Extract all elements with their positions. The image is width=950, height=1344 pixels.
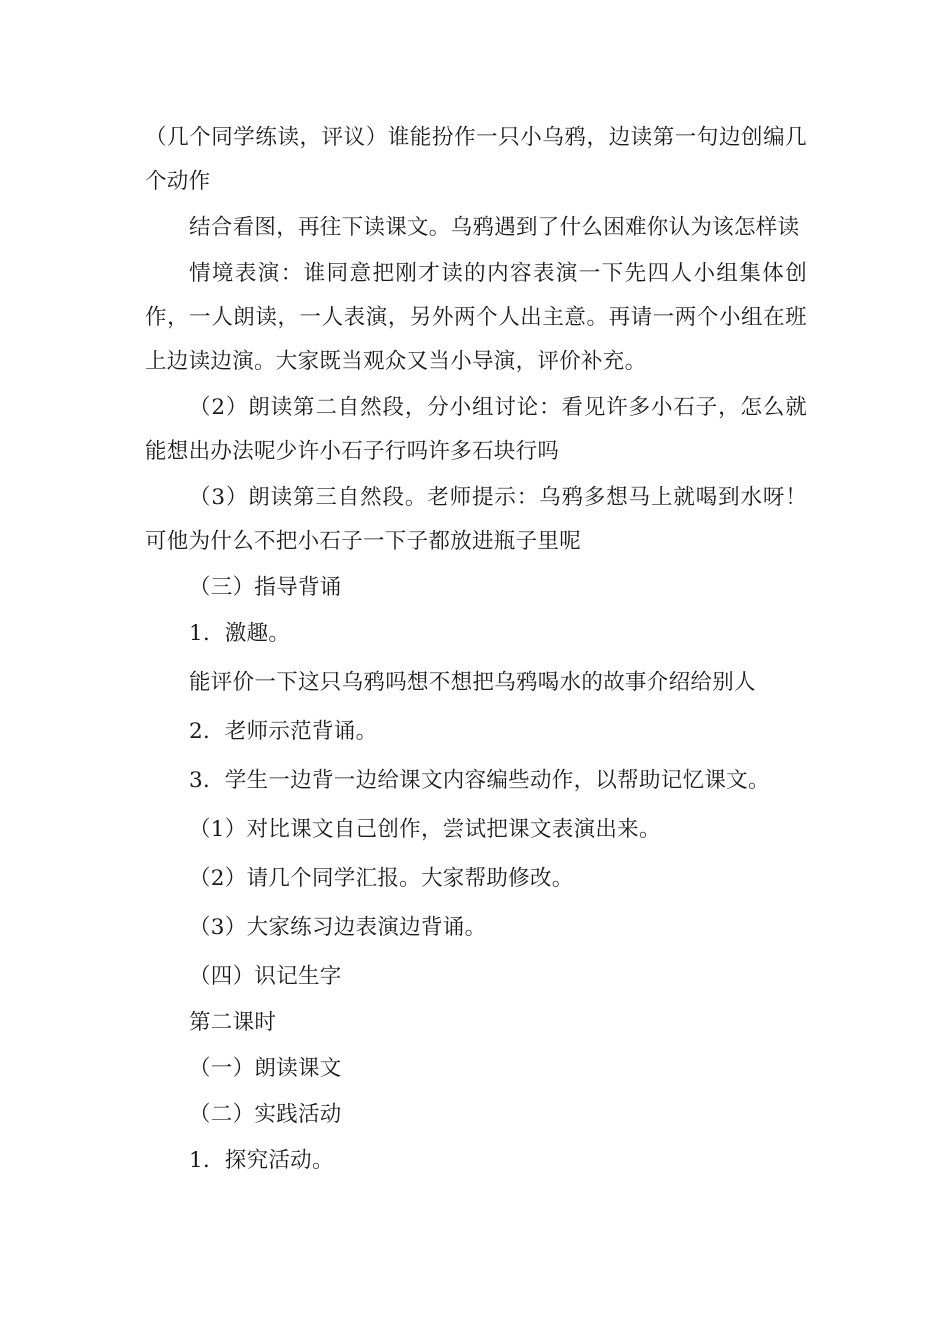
paragraph-rehearsal: （几个同学练读，评议）谁能扮作一只小乌鸦，边读第一句边创编几个动作 bbox=[145, 125, 807, 194]
sub-item-1: （1）对比课文自己创作，尝试把课文表演出来。 bbox=[189, 817, 661, 842]
list-item-1: 1．激趣。 bbox=[189, 621, 291, 646]
list-item-2: 2．老师示范背诵。 bbox=[189, 719, 378, 744]
paragraph-look-at-picture: 结合看图，再往下读课文。乌鸦遇到了什么困难你认为该怎样读 bbox=[189, 215, 800, 240]
paragraph-step-3: （3）朗读第三自然段。老师提示：乌鸦多想马上就喝到水呀！可他为什么不把小石子一下子都放进瓶子里呢 bbox=[145, 485, 807, 554]
sub-item-2: （2）请几个同学汇报。大家帮助修改。 bbox=[189, 866, 574, 891]
sub-item-3: （3）大家练习边表演边背诵。 bbox=[189, 915, 487, 940]
list-item-explore: 1．探究活动。 bbox=[189, 1148, 334, 1173]
heading-read-text: （一）朗读课文 bbox=[189, 1056, 342, 1081]
paragraph-role-play: 情境表演：谁同意把刚才读的内容表演一下先四人小组集体创作，一人朗读，一人表演，另外两个人出主意。再请一两个小组在班上边读边演。大家既当观众又当小导演，评价补充。 bbox=[145, 261, 807, 374]
paragraph-step-2: （2）朗读第二自然段，分小组讨论：看见许多小石子，怎么就能想出办法呢少许小石子行吗许多石块行吗 bbox=[145, 395, 807, 464]
heading-characters: （四）识记生字 bbox=[189, 964, 342, 989]
heading-practice: （二）实践活动 bbox=[189, 1102, 342, 1127]
heading-guided-recitation: （三）指导背诵 bbox=[189, 575, 342, 600]
document-body bbox=[145, 116, 807, 1183]
list-item-3: 3．学生一边背一边给课文内容编些动作，以帮助记忆课文。 bbox=[189, 768, 770, 793]
heading-second-lesson: 第二课时 bbox=[189, 1010, 277, 1035]
paragraph-evaluate-crow: 能评价一下这只乌鸦吗想不想把乌鸦喝水的故事介绍给别人 bbox=[189, 670, 756, 695]
